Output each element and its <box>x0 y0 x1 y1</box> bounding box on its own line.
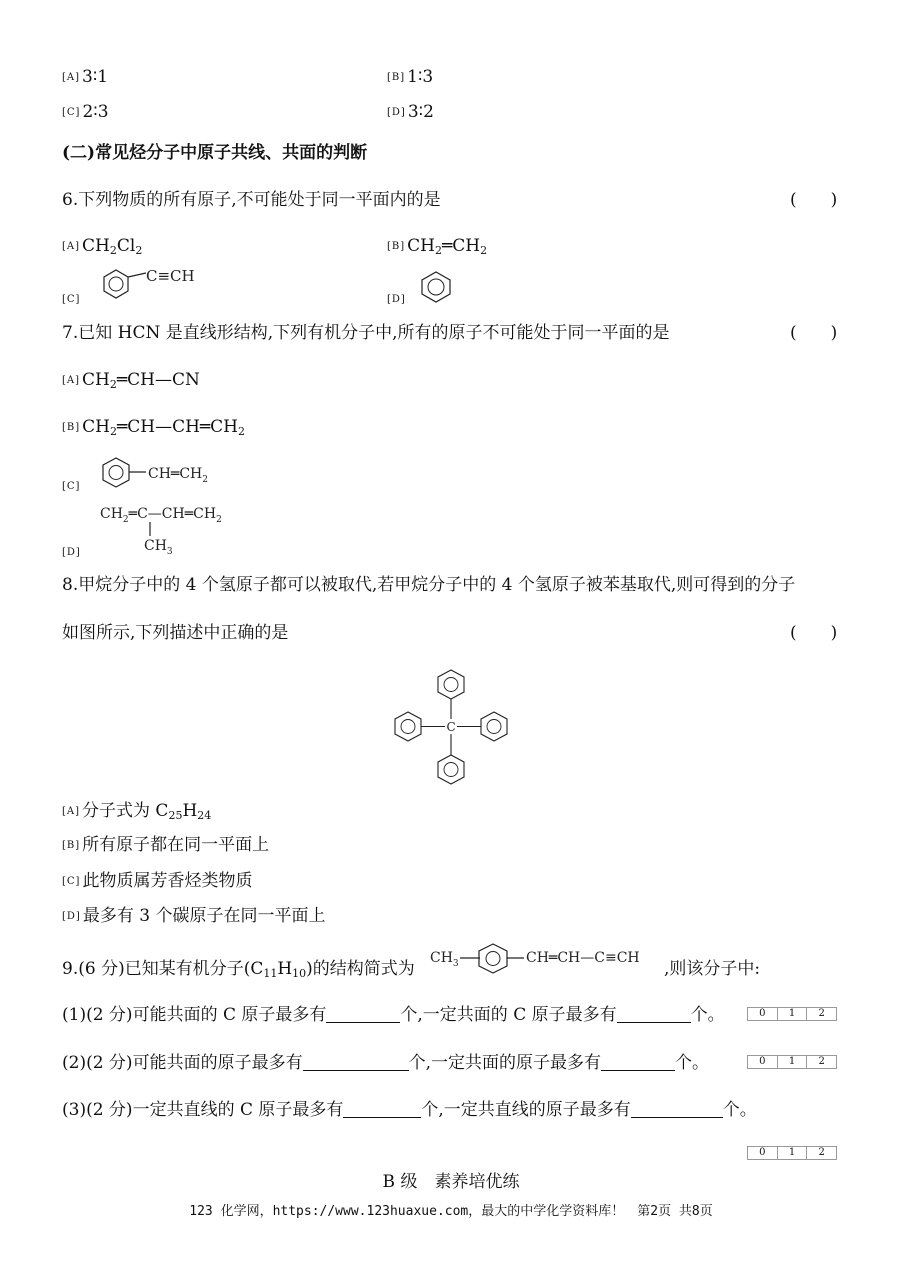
option-text: 此物质属芳香烃类物质 <box>82 871 253 891</box>
formula-sub: 24 <box>197 809 212 822</box>
answer-blank[interactable] <box>617 1004 691 1023</box>
score-option[interactable]: 0 <box>748 1008 778 1020</box>
section-title: (二)常见烃分子中原子共线、共面的判断 <box>62 143 368 163</box>
q8-option-d <box>62 905 325 928</box>
option-label: [A] <box>62 806 81 817</box>
q6-option-d-label <box>387 288 408 311</box>
formula-part: CH <box>452 236 481 256</box>
benzene-ring-icon <box>438 670 464 699</box>
q7-stem: 7.已知 HCN 是直线形结构,下列有机分子中,所有的原子不可能处于同一平面的是 <box>62 323 670 343</box>
q8-option-b <box>62 834 269 857</box>
aromatic-circle-icon <box>428 279 444 295</box>
option-label: [D] <box>62 911 81 922</box>
option-label: [C] <box>62 294 81 305</box>
score-option[interactable]: 2 <box>818 1056 825 1067</box>
structure-label: $CH_3$ <box>144 538 173 556</box>
q6-option-b <box>387 235 487 262</box>
q7-option-d-label <box>62 541 83 564</box>
tetraphenylmethane-structure <box>388 664 514 790</box>
q9-part1 <box>62 1004 725 1026</box>
q5-option-d <box>387 101 434 124</box>
score-box[interactable] <box>747 1146 837 1160</box>
benzene-ring-icon <box>479 944 507 973</box>
structure-label: $CH═CH_2$ <box>148 466 209 485</box>
structure-label: C≡CH <box>146 267 195 285</box>
question-text: 个,一定共面的原子最多有 <box>408 1053 601 1073</box>
q7-option-a <box>62 369 200 396</box>
score-option[interactable]: 1 <box>778 1056 808 1068</box>
structure-label: $CH_3$ <box>430 950 459 969</box>
q8-option-a <box>62 800 211 827</box>
answer-bracket: ( ) <box>790 323 838 343</box>
answer-blank[interactable] <box>343 1099 421 1118</box>
formula-part: CH <box>82 370 110 390</box>
stem-part: H <box>277 959 293 979</box>
option-label: [A] <box>62 241 81 252</box>
question-text: (3)(2 分)一定共直线的 C 原子最多有 <box>62 1100 344 1120</box>
question-text: 个,一定共直线的原子最多有 <box>421 1100 631 1120</box>
styrene-structure <box>98 456 228 492</box>
benzene-ring-icon <box>438 755 464 784</box>
formula-sub: 2 <box>109 244 117 257</box>
score-option[interactable]: 1 <box>778 1147 808 1159</box>
formula-sub: 2 <box>480 244 488 257</box>
isoprene-structure <box>98 500 248 556</box>
stem-part: 9.(6 分)已知某有机分子(C <box>62 959 264 979</box>
q9-part2 <box>62 1052 709 1074</box>
formula-sub: 2 <box>109 378 117 391</box>
q8-option-c <box>62 870 252 893</box>
formula-sub: 2 <box>110 425 117 438</box>
q9-structure <box>430 940 662 976</box>
benzene-ring-icon <box>104 270 128 298</box>
aromatic-circle-icon <box>109 277 123 291</box>
option-text: 最多有 3 个碳原子在同一平面上 <box>82 906 326 926</box>
answer-bracket: ( ) <box>790 190 838 210</box>
q6-option-a <box>62 235 142 262</box>
option-label: [B] <box>387 72 406 83</box>
question-text: 个。 <box>674 1053 709 1073</box>
formula-part: H <box>182 801 198 821</box>
formula-sub: 2 <box>435 244 442 257</box>
q5-option-c <box>62 101 109 124</box>
option-label: [A] <box>62 72 81 83</box>
benzene-ring-icon <box>395 712 421 741</box>
q9-part3 <box>62 1099 757 1121</box>
question-text: (2)(2 分)可能共面的原子最多有 <box>62 1053 303 1073</box>
q6-stem: 6.下列物质的所有原子,不可能处于同一平面内的是 <box>62 190 441 210</box>
aromatic-circle-icon <box>444 763 458 777</box>
structure-label: CH═CH—C≡CH <box>526 950 640 966</box>
option-text: 1∶3 <box>407 67 434 87</box>
stem-part: )的结构简式为 <box>306 959 415 979</box>
formula-sub: 25 <box>168 809 183 822</box>
center-atom-label: C <box>446 720 456 734</box>
q7-option-c-label <box>62 475 82 498</box>
score-option[interactable]: 0 <box>748 1056 778 1068</box>
option-text: 2∶3 <box>82 102 109 122</box>
option-label: [D] <box>62 547 81 558</box>
formula-part: ═CH—CN <box>116 370 200 390</box>
formula-part: ═CH—CH═CH <box>117 417 238 437</box>
q9-stem <box>62 958 415 985</box>
score-option[interactable]: 2 <box>818 1008 825 1019</box>
score-option[interactable]: 2 <box>818 1147 825 1158</box>
question-text: (1)(2 分)可能共面的 C 原子最多有 <box>62 1005 327 1025</box>
answer-blank[interactable] <box>303 1052 409 1071</box>
score-box[interactable] <box>747 1007 837 1021</box>
q8-stem-line2: 如图所示,下列描述中正确的是 <box>62 623 289 643</box>
score-option[interactable]: 1 <box>778 1008 808 1020</box>
aromatic-circle-icon <box>401 720 415 734</box>
q7-option-b <box>62 416 245 443</box>
question-text: 个。 <box>722 1100 757 1120</box>
benzene-ring-icon <box>103 458 129 487</box>
page-footer: 123 化学网，https://www.123huaxue.com，最大的中学化学资料库！ 第2页 共8页 <box>189 1204 713 1219</box>
option-text: 3∶1 <box>82 67 109 87</box>
benzene-ring-icon <box>481 712 507 741</box>
option-label: [A] <box>62 375 81 386</box>
q5-option-a <box>62 66 108 89</box>
option-label: [B] <box>387 241 406 252</box>
score-box[interactable] <box>747 1055 837 1069</box>
option-label: [D] <box>387 294 406 305</box>
formula-part: Cl <box>116 236 136 256</box>
q5-option-b <box>387 66 433 89</box>
option-text: 3∶2 <box>407 102 434 122</box>
option-text: 所有原子都在同一平面上 <box>82 835 270 855</box>
answer-blank[interactable] <box>601 1052 675 1071</box>
option-label: [B] <box>62 840 81 851</box>
question-text: 个,一定共面的 C 原子最多有 <box>400 1005 617 1025</box>
aromatic-circle-icon <box>487 720 501 734</box>
answer-blank[interactable] <box>326 1004 400 1023</box>
aromatic-circle-icon <box>444 678 458 692</box>
section-title: B 级 素养培优练 <box>382 1172 520 1192</box>
benzene-structure <box>416 270 456 304</box>
option-label: [C] <box>62 876 81 887</box>
option-label: [C] <box>62 481 81 492</box>
formula-sub: 2 <box>135 244 143 257</box>
question-text: 个。 <box>690 1005 725 1025</box>
formula-part: CH <box>82 236 110 256</box>
option-label: [B] <box>62 422 81 433</box>
formula-bond: ═ <box>442 236 453 256</box>
q6-option-c-label <box>62 288 82 311</box>
formula-part: CH <box>407 236 435 256</box>
formula-part: 分子式为 C <box>82 801 169 821</box>
option-label: [C] <box>62 107 81 118</box>
formula-sub: 2 <box>237 425 245 438</box>
answer-blank[interactable] <box>631 1099 723 1118</box>
q9-stem-end: ,则该分子中: <box>664 959 761 979</box>
bond-line <box>128 273 146 277</box>
formula-sub: 10 <box>292 967 307 980</box>
benzene-ring-icon <box>422 272 450 302</box>
formula-part: CH <box>82 417 110 437</box>
aromatic-circle-icon <box>486 952 500 966</box>
aromatic-circle-icon <box>109 466 123 480</box>
answer-bracket: ( ) <box>790 623 838 643</box>
structure-label: $CH_2═C—CH═CH_2$ <box>100 506 222 525</box>
score-option[interactable]: 0 <box>748 1147 778 1159</box>
option-label: [D] <box>387 107 406 118</box>
q8-stem-line1: 8.甲烷分子中的 4 个氢原子都可以被取代,若甲烷分子中的 4 个氢原子被苯基取代,则可得到的分子 <box>62 575 796 595</box>
formula-sub: 11 <box>263 967 278 980</box>
phenylacetylene-structure <box>98 262 208 304</box>
